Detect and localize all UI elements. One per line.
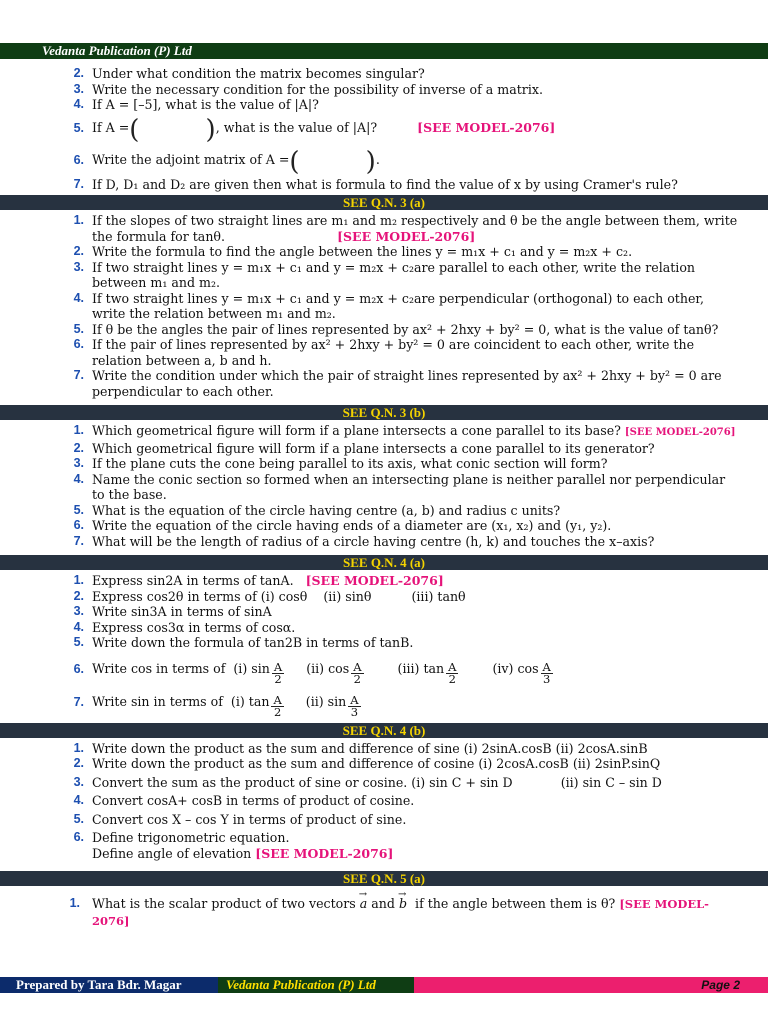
matrix-bracket: ( ) — [129, 114, 216, 145]
item-number: 2. — [73, 588, 84, 603]
item-number: 7. — [73, 694, 84, 709]
item-text: If two straight lines y = m₁x + c₁ and y = m₂x + c₂are perpendicular (orthogonal) to each other, write the relation between m₁ and m₂. — [92, 290, 705, 321]
item-number: 6. — [73, 661, 84, 676]
item-number: 4. — [73, 97, 84, 111]
item-text-part: Which geometrical figure will form if a plane intersects a cone parallel to its base? — [92, 423, 621, 438]
item-text-part: Write cos in terms of — [92, 660, 226, 676]
item-number: 4. — [73, 793, 84, 807]
fraction-numerator: A — [350, 692, 359, 707]
fraction-numerator: A — [448, 659, 457, 674]
list-item — [0, 756, 768, 772]
item-text-part: Express sin2A in terms of tanA. — [92, 573, 294, 588]
item-text-part: Define angle of elevation — [92, 845, 252, 861]
model-reference: [SEE MODEL-2076] — [624, 427, 736, 438]
list-item — [0, 518, 768, 534]
item-text: If the pair of lines represented by ax² + 2hxy + by² = 0 are coincident to each other, write the relation between a, b and h. — [92, 337, 695, 368]
fraction — [446, 659, 458, 686]
item-number: 5. — [73, 811, 84, 826]
item-text — [92, 775, 768, 791]
item-text: Name the conic section so formed when an intersecting plane is neither parallel nor perpendicular to the base. — [92, 471, 726, 502]
model-reference: [SEE MODEL-2076] — [337, 228, 476, 244]
model-reference: [SEE MODEL-2076] — [305, 573, 444, 588]
item-text-part: Write the adjoint matrix of A = — [92, 151, 290, 167]
list-item — [0, 441, 768, 457]
item-number: 2. — [73, 244, 84, 258]
item-number: 3. — [73, 774, 84, 789]
list-item — [0, 145, 768, 177]
section-heading: SEE Q.N. 5 (a) — [0, 871, 768, 886]
item-text-part: If the slopes of two straight lines are m₁ and m₂ respectively and θ be the angle between them, write — [92, 213, 738, 228]
item-text: What will be the length of radius of a circle having centre (h, k) and touches the x–axis? — [92, 533, 655, 549]
item-number: 5. — [73, 635, 84, 649]
list-item — [0, 66, 768, 82]
item-text: Write down the product as the sum and difference of cosine (i) 2cosA.cosB (ii) 2sinP.sinQ — [92, 756, 661, 771]
item-text — [92, 573, 768, 589]
item-number: 1. — [73, 573, 84, 587]
item-number: 4. — [73, 619, 84, 634]
item-text-part: . — [375, 151, 380, 167]
section-heading: SEE Q.N. 3 (b) — [0, 405, 768, 420]
list-item — [0, 741, 768, 757]
fraction-numerator: A — [542, 659, 551, 674]
item-text-part: ? — [312, 97, 319, 112]
item-text: If two straight lines y = m₁x + c₁ and y = m₂x + c₂are parallel to each other, write the relation between m₁ and m₂. — [92, 259, 696, 290]
item-number: 1. — [73, 423, 84, 437]
determinant-symbol: |A| — [294, 97, 313, 112]
footer-author: Prepared by Tara Bdr. Magar — [0, 977, 218, 993]
fraction-numerator: A — [273, 659, 283, 674]
item-text-part: (i) sin — [233, 660, 270, 676]
item-text: Write down the product as the sum and difference of sine (i) 2sinA.cosB (ii) 2cosA.sinB — [92, 740, 648, 756]
list-item — [0, 503, 768, 519]
list-item — [0, 472, 768, 503]
item-number: 1. — [69, 896, 80, 910]
list-item — [0, 291, 768, 322]
list-item — [0, 177, 768, 193]
fraction — [541, 659, 553, 686]
item-text: Write the equation of the circle having ends of a diameter are (x₁, x₂) and (y₁, y₂). — [92, 518, 612, 533]
item-text: Under what condition the matrix becomes singular? — [92, 66, 425, 81]
item-text — [92, 97, 768, 113]
fraction-denominator: 2 — [353, 671, 361, 686]
list-item — [0, 793, 768, 809]
section-heading: SEE Q.N. 4 (a) — [0, 555, 768, 570]
item-text — [92, 846, 768, 862]
list-item — [0, 687, 768, 718]
list-item — [0, 775, 768, 791]
model-reference: [SEE MODEL-2076] — [417, 119, 556, 135]
list-item — [0, 846, 768, 862]
question-content — [0, 66, 768, 929]
list-item — [0, 654, 768, 685]
item-text: Express cos3α in terms of cosα. — [92, 619, 296, 635]
fraction — [348, 692, 360, 719]
item-text: Which geometrical figure will form if a plane intersects a cone parallel to its generator? — [92, 440, 655, 456]
item-text-part: (ii) sin C – sin D — [560, 774, 662, 790]
item-text-part: (ii) sinθ — [323, 588, 372, 604]
item-number: 2. — [73, 66, 84, 80]
model-reference: [SEE MODEL-2076] — [255, 845, 394, 861]
list-item — [0, 635, 768, 651]
item-number: 1. — [73, 213, 84, 227]
item-text-part: Write sin in terms of — [92, 693, 223, 709]
item-text-part: (i) tan — [230, 693, 270, 709]
item-text — [92, 687, 768, 718]
item-number: 6. — [73, 518, 84, 532]
list-item — [0, 456, 768, 472]
list-item — [0, 830, 768, 846]
item-text-part: (ii) cos — [306, 660, 350, 676]
item-text: If D, D₁ and D₂ are given then what is formula to find the value of x by using Cramer's rule? — [92, 176, 678, 192]
item-number: 3. — [73, 259, 84, 274]
item-text: What is the equation of the circle having centre (a, b) and radius c units? — [92, 502, 561, 518]
list-item — [0, 534, 768, 550]
item-text-part: the formula for tanθ. — [92, 228, 226, 244]
item-text — [92, 145, 768, 177]
item-number: 5. — [73, 120, 84, 135]
item-text: Write the condition under which the pair of straight lines represented by ax² + 2hxy + by² = 0 are perpendicular to each other. — [92, 368, 722, 399]
item-text: Define trigonometric equation. — [92, 830, 290, 845]
item-text-part: , what is the value of — [215, 119, 353, 135]
vector-a: → a — [360, 896, 368, 912]
item-text-part: (iii) tan — [397, 660, 445, 676]
model-reference: [SEE MODEL-2076] — [92, 897, 709, 928]
fraction-denominator: 2 — [273, 704, 282, 719]
fraction — [272, 659, 284, 686]
section-heading: SEE Q.N. 4 (b) — [0, 723, 768, 738]
item-number: 3. — [73, 81, 84, 96]
list-item — [0, 82, 768, 98]
item-text-part: Convert the sum as the product of sine or cosine. (i) sin C + sin D — [92, 774, 513, 790]
item-number: 6. — [73, 152, 84, 167]
item-text-part: if the angle between them is θ? — [415, 896, 616, 911]
item-number: 2. — [73, 440, 84, 455]
item-text: Write down the formula of tan2B in terms of tanB. — [92, 635, 414, 650]
fraction-denominator: 3 — [543, 671, 551, 686]
item-text: If the plane cuts the cone being parallel to its axis, what conic section will form? — [92, 456, 608, 471]
vector-b: → b — [399, 896, 407, 912]
list-item — [0, 368, 768, 399]
fraction — [351, 659, 363, 686]
item-number: 6. — [73, 337, 84, 351]
list-item — [0, 322, 768, 338]
item-number: 5. — [73, 502, 84, 517]
list-item — [0, 620, 768, 636]
list-item — [0, 244, 768, 260]
item-text-part: and — [371, 896, 395, 911]
list-item — [0, 337, 768, 368]
item-number: 6. — [73, 830, 84, 844]
item-number: 1. — [73, 740, 84, 755]
list-item — [0, 896, 768, 929]
item-text: If θ be the angles the pair of lines represented by ax² + 2hxy + by² = 0, what is the value of tanθ? — [92, 321, 719, 337]
list-item — [0, 812, 768, 828]
fraction-denominator: 2 — [448, 671, 456, 686]
item-text: Write the necessary condition for the possibility of inverse of a matrix. — [92, 81, 543, 97]
item-text: Write sin3A in terms of sinA — [92, 604, 272, 619]
item-text — [92, 654, 768, 685]
header-bar — [0, 43, 768, 59]
section-heading: SEE Q.N. 3 (a) — [0, 195, 768, 210]
item-text-part: ? — [370, 119, 378, 135]
list-item — [0, 573, 768, 589]
header-publisher: Vedanta Publication (P) Ltd — [42, 43, 192, 58]
item-number: 2. — [73, 756, 84, 770]
footer-publisher: Vedanta Publication (P) Ltd — [218, 977, 414, 993]
item-text-part: (ii) sin — [305, 693, 347, 709]
item-text-part: (iv) cos — [492, 660, 539, 676]
fraction-denominator: 3 — [350, 704, 359, 719]
item-number: 3. — [73, 604, 84, 618]
item-text — [92, 589, 768, 605]
item-text-part: If A = — [92, 119, 130, 135]
item-text — [92, 896, 768, 929]
fraction — [271, 692, 283, 719]
item-number: 4. — [73, 471, 84, 486]
matrix-bracket: ( ) — [289, 146, 376, 177]
item-text-part: What is the scalar product of two vectors — [92, 896, 356, 911]
item-number: 7. — [73, 533, 84, 548]
page-number: Page 2 — [414, 977, 768, 993]
item-number: 7. — [73, 368, 84, 382]
list-item — [0, 213, 768, 244]
item-text-part: Express cos2θ in terms of (i) cosθ — [92, 588, 308, 604]
item-text: Convert cosA+ cosB in terms of product of cosine. — [92, 793, 415, 808]
item-number: 7. — [73, 176, 84, 191]
item-text — [92, 423, 768, 441]
item-text — [92, 113, 768, 145]
fraction-numerator: A — [353, 659, 362, 674]
fraction-numerator: A — [273, 692, 282, 707]
list-item — [0, 604, 768, 620]
item-number: 4. — [73, 290, 84, 305]
list-item — [0, 423, 768, 441]
item-text — [92, 213, 768, 244]
footer-bar — [0, 977, 768, 993]
determinant-symbol: |A| — [352, 119, 371, 135]
list-item — [0, 589, 768, 605]
item-text-part: (iii) tanθ — [411, 588, 466, 604]
item-number: 5. — [73, 321, 84, 336]
list-item — [0, 113, 768, 145]
list-item — [0, 260, 768, 291]
item-text: Convert cos X – cos Y in terms of product of sine. — [92, 811, 407, 827]
item-text-part: If A = [–5], what is the value of — [92, 97, 295, 112]
item-number: 3. — [73, 456, 84, 470]
item-text: Write the formula to find the angle between the lines y = m₁x + c₁ and y = m₂x + c₂. — [92, 244, 633, 259]
fraction-denominator: 2 — [274, 671, 282, 686]
list-item — [0, 97, 768, 113]
